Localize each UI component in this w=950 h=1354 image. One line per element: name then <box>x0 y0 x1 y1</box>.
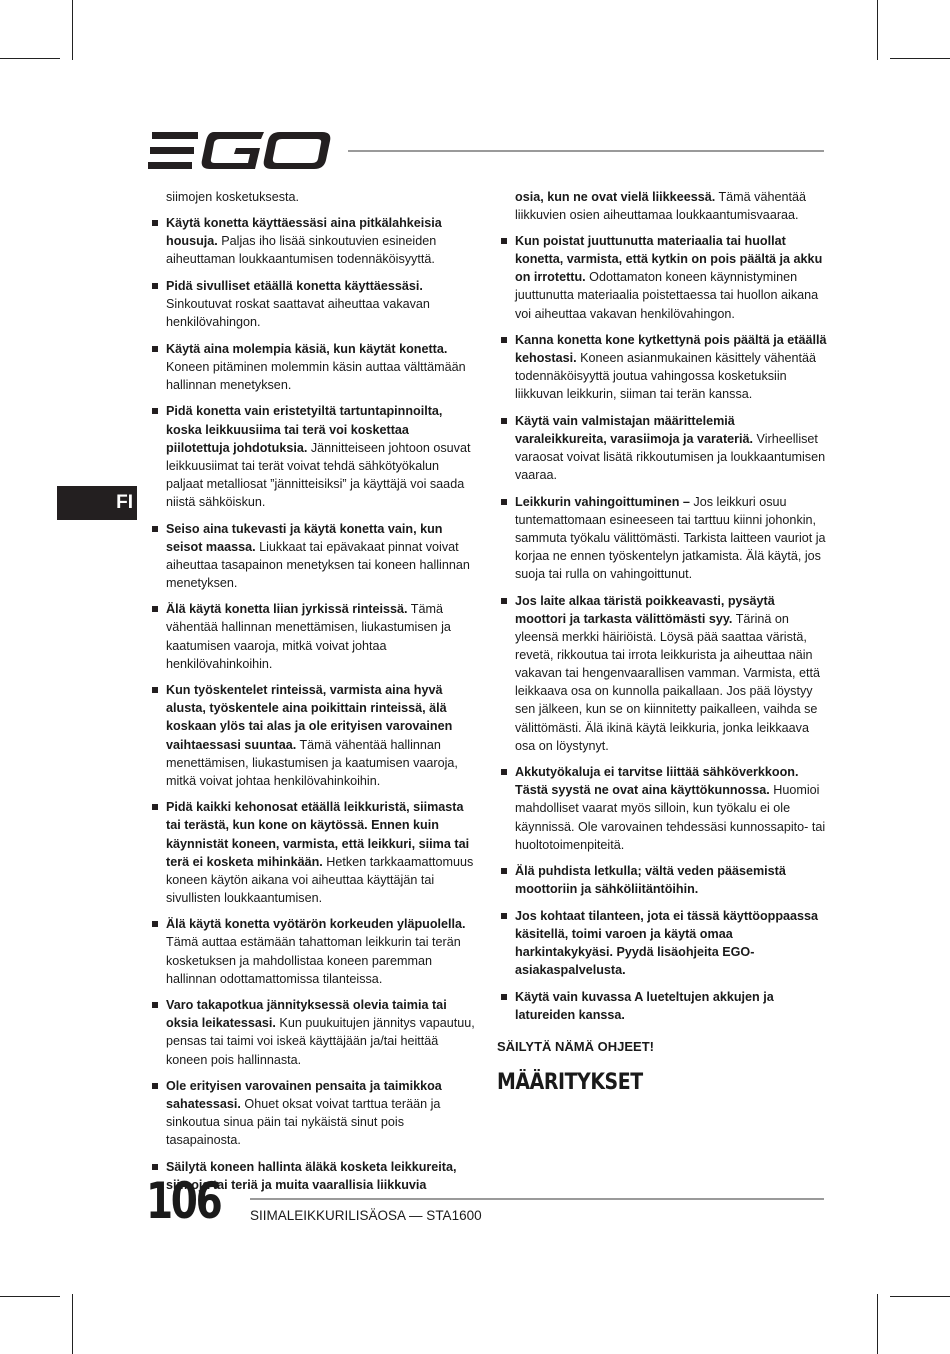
crop-mark <box>877 0 878 60</box>
list-item <box>497 592 827 755</box>
item-text: Kun puukuitujen jännitys vapautuu, pensas tai taimi voi iskeä käyttäjään ja/tai heittää koneen pois hallinnasta. <box>166 1016 475 1067</box>
item-bold-text: Kanna konetta kone kytkettynä pois päältä ja etäällä kehostasi. <box>515 333 827 366</box>
crop-mark <box>0 58 60 59</box>
item-text: Tärinä on yleensä merkki häiriöistä. Löysä pää saattaa väristä, revetä, rikkoutua tai irrota leikkurista ja aiheuttaa näin vakavan tai hengenvaarallisen vamman. Varmista, että leikkaava osa on kunnolla paikallaan. Jos pää löystyy sen jälkeen, kun se on kiinnitetty paikalleen, vaihda se välittömästi. Älä ikinä käytä leikkuria, jonka leikkaava osa on löystynyt. <box>515 611 820 753</box>
list-item <box>497 763 827 853</box>
item-text: Odottamaton koneen käynnistyminen juuttunutta materiaalia poistettaessa tai huollon aikana voi aiheuttaa vakavan henkilövahingon. <box>515 270 819 321</box>
bullet-icon <box>501 868 507 874</box>
bullet-icon <box>152 526 158 532</box>
list-item <box>497 493 827 583</box>
item-bold-text: Akkutyökaluja ei tarvitse liittää sähköverkkoon. Tästä syystä ne ovat aina käyttökunnossa. <box>515 765 799 798</box>
list-item <box>497 232 827 322</box>
list-item <box>148 996 476 1068</box>
list-item <box>497 907 827 979</box>
list-item <box>148 402 476 511</box>
item-bold-text: Älä käytä konetta vyötärön korkeuden yläpuolella. <box>166 917 466 932</box>
bullet-icon <box>501 769 507 775</box>
item-bold-text: Käytä vain kuvassa A lueteltujen akkujen ja latureiden kanssa. <box>515 989 774 1022</box>
language-tab: FI <box>57 486 137 520</box>
item-text: Ohuet oksat voivat tarttua terään ja sinkoutua sinua päin tai nykäistä sinut pois tasapainosta. <box>166 1097 441 1148</box>
footer-doc-title: SIIMALEIKKURILISÄOSA — STA1600 <box>250 1208 482 1223</box>
list-item <box>148 277 476 331</box>
item-bold-text: Älä käytä konetta liian jyrkissä rinteissä. <box>166 602 408 617</box>
page-number: 106 <box>146 1172 221 1230</box>
footer-rule <box>250 1198 824 1200</box>
list-item <box>148 340 476 394</box>
bullet-icon <box>152 687 158 693</box>
crop-mark <box>890 1296 950 1297</box>
list-item <box>148 1077 476 1149</box>
list-item <box>148 915 476 987</box>
crop-mark <box>72 0 73 60</box>
item-bold-text: Seiso aina tukevasti ja käytä konetta vain, kun seisot maassa. <box>166 521 443 554</box>
right-column <box>497 188 827 1096</box>
left-column <box>148 188 476 1203</box>
bullet-icon <box>501 598 507 604</box>
bullet-icon <box>152 804 158 810</box>
list-item <box>148 681 476 790</box>
crop-mark <box>890 58 950 59</box>
bullet-icon <box>501 499 507 505</box>
bullet-icon <box>152 346 158 352</box>
item-text: Tämä vähentää hallinnan menettämisen, liukastumisen ja kaatumisen vaaroja, mitkä voivat johtaa henkilövahinkoihin. <box>166 737 458 788</box>
item-text: Virheelliset varaosat voivat lisätä rikkoutumisen ja loukkaantumisen vaaraa. <box>515 432 826 483</box>
bullet-icon <box>152 606 158 612</box>
continuation-text: siimojen kosketuksesta. <box>166 190 299 204</box>
list-item <box>497 862 827 898</box>
bullet-icon <box>501 913 507 919</box>
item-bold-text: Varo takapotkua jännityksessä olevia taimia tai oksia leikatessasi. <box>166 998 447 1031</box>
item-bold-text: Jos kohtaat tilanteen, jota ei tässä käyttöoppaassa käsitellä, toimi varoen ja käytä omaa harkintakykyäsi. Pyydä lisäohjeita EGO-asiakaspalvelusta. <box>515 908 819 978</box>
list-item <box>148 600 476 672</box>
item-bold-text: Käytä konetta käyttäessäsi aina pitkälahkeisia housuja. <box>166 216 442 249</box>
bullet-icon <box>501 994 507 1000</box>
continuation-text: osia, kun ne ovat vielä liikkeessä. Tämä vähentää liikkuvien osien aiheuttamaa loukkaantumisvaaraa. <box>515 190 807 223</box>
bullet-icon <box>501 337 507 343</box>
bullet-icon <box>152 220 158 226</box>
item-bold-text: Pidä sivulliset etäällä konetta käyttäessäsi. <box>166 278 423 293</box>
item-text: Koneen pitäminen molemmin käsin auttaa välttämään hallinnan menetyksen. <box>166 359 466 392</box>
item-bold-text: Jos laite alkaa täristä poikkeavasti, pysäytä moottori ja tarkasta välittömästi syy. <box>515 593 775 626</box>
item-text: Jännitteiseen johtoon osuvat leikkuusiimat tai terät voivat tehdä sähkötyökalun paljaat metalliosat ”jännitteisiksi” ja käyttäjä voi saada niistä sähköiskun. <box>166 440 471 509</box>
list-item <box>497 412 827 484</box>
item-text: Hetken tarkkaamattomuus koneen käytön aikana voi aiheuttaa käyttäjän tai sivullisten loukkaantumisen. <box>166 854 474 905</box>
item-text: Jos leikkuri osuu tuntemattomaan esineeseen tai tarttuu kiinni johonkin, sammuta työkalu välittömästi. Tarkista laitteen vauriot ja korjaa ne ennen työskentelyn jatkamista. Älä käytä, jos suoja tai rulla on vahingoittunut. <box>515 494 826 582</box>
item-bold-text: Kun poistat juuttunutta materiaalia tai huollat konetta, varmista, että kytkin on pois päältä ja akku on irrotettu. <box>515 234 823 285</box>
list-item <box>148 798 476 907</box>
bullet-icon <box>152 1002 158 1008</box>
item-text: Paljas iho lisää sinkoutuvien esineiden aiheuttaman loukkaantumisen todennäköisyyttä. <box>166 234 437 267</box>
header-rule <box>348 150 824 152</box>
save-instructions: SÄILYTÄ NÄMÄ OHJEET! <box>497 1038 654 1054</box>
item-text: Tämä auttaa estämään tahattoman leikkurin tai terän kosketuksen ja mahdollistaa koneen paremman hallinnan odottamattomissa tilanteissa. <box>166 935 461 986</box>
item-text: Liukkaat tai epävakaat pinnat voivat aiheuttaa tasapainon menetyksen tai koneen hallinnan menetyksen. <box>166 539 470 590</box>
crop-mark <box>0 1296 60 1297</box>
item-bold-text: Käytä aina molempia käsiä, kun käytät konetta. <box>166 341 448 356</box>
item-bold-text: Käytä vain valmistajan määrittelemiä varaleikkureita, varasiimoja ja varateriä. <box>515 414 754 447</box>
list-item <box>497 331 827 403</box>
item-bold-text: Ole erityisen varovainen pensaita ja taimikkoa sahatessasi. <box>166 1079 442 1112</box>
bullet-icon <box>501 418 507 424</box>
item-text: Sinkoutuvat roskat saattavat aiheuttaa vakavan henkilövahingon. <box>166 296 430 330</box>
bullet-icon <box>152 921 158 927</box>
item-bold-text: Älä puhdista letkulla; vältä veden pääsemistä moottoriin ja sähköliitäntöihin. <box>515 864 786 897</box>
bullet-icon <box>152 1164 158 1170</box>
item-text: Huomioi mahdolliset vaarat myös silloin, kun työkalu ei ole käynnissä. Ole varovainen tehdessäsi kunnossapito- tai huoltotoimenpiteitä. <box>515 783 826 852</box>
bullet-icon <box>501 238 507 244</box>
item-bold-text: Pidä konetta vain eristetyiltä tartuntapinnoilta, koska leikkuusiima tai terä voi koskettaa piilotettuja johdotuksia. <box>166 404 443 455</box>
list-item <box>148 520 476 592</box>
ego-logo <box>148 128 332 174</box>
item-bold-text: Kun työskentelet rinteissä, varmista aina hyvä alusta, työskentele aina poikittain rinteissä, älä koskaan ylös tai alas ja ole erityisen varovainen vaihtaessasi suuntaa. <box>166 683 453 752</box>
item-bold-text: Pidä kaikki kehonosat etäällä leikkuristä, siimasta tai terästä, kun kone on käytössä. Ennen kuin käynnistät koneen, varmista, että leikkuri, siima tai terä ei kosketa mihinkään. <box>166 800 470 869</box>
bullet-icon <box>152 1083 158 1089</box>
item-bold-text: Leikkurin vahingoittuminen – <box>515 494 690 509</box>
crop-mark <box>877 1294 878 1354</box>
item-text: Koneen asianmukainen käsittely vähentää todennäköisyyttä joutua vahingossa kosketuksiin liikkuvan leikkurin, siiman tai terän kanssa. <box>515 351 817 402</box>
bullet-icon <box>152 408 158 414</box>
section-title: MÄÄRITYKSET <box>497 1070 643 1096</box>
bullet-icon <box>152 283 158 289</box>
crop-mark <box>72 1294 73 1354</box>
list-item <box>148 214 476 268</box>
item-text: Tämä vähentää hallinnan menettämisen, liukastumisen ja kaatumisen vaaroja, mitkä voivat johtaa henkilövahinkoihin. <box>166 602 451 671</box>
list-item <box>497 988 827 1024</box>
item-bold-text: Säilytä koneen hallinta äläkä kosketa leikkureita, siimoja tai teriä ja muita vaarallisia liikkuvia <box>166 1160 457 1193</box>
